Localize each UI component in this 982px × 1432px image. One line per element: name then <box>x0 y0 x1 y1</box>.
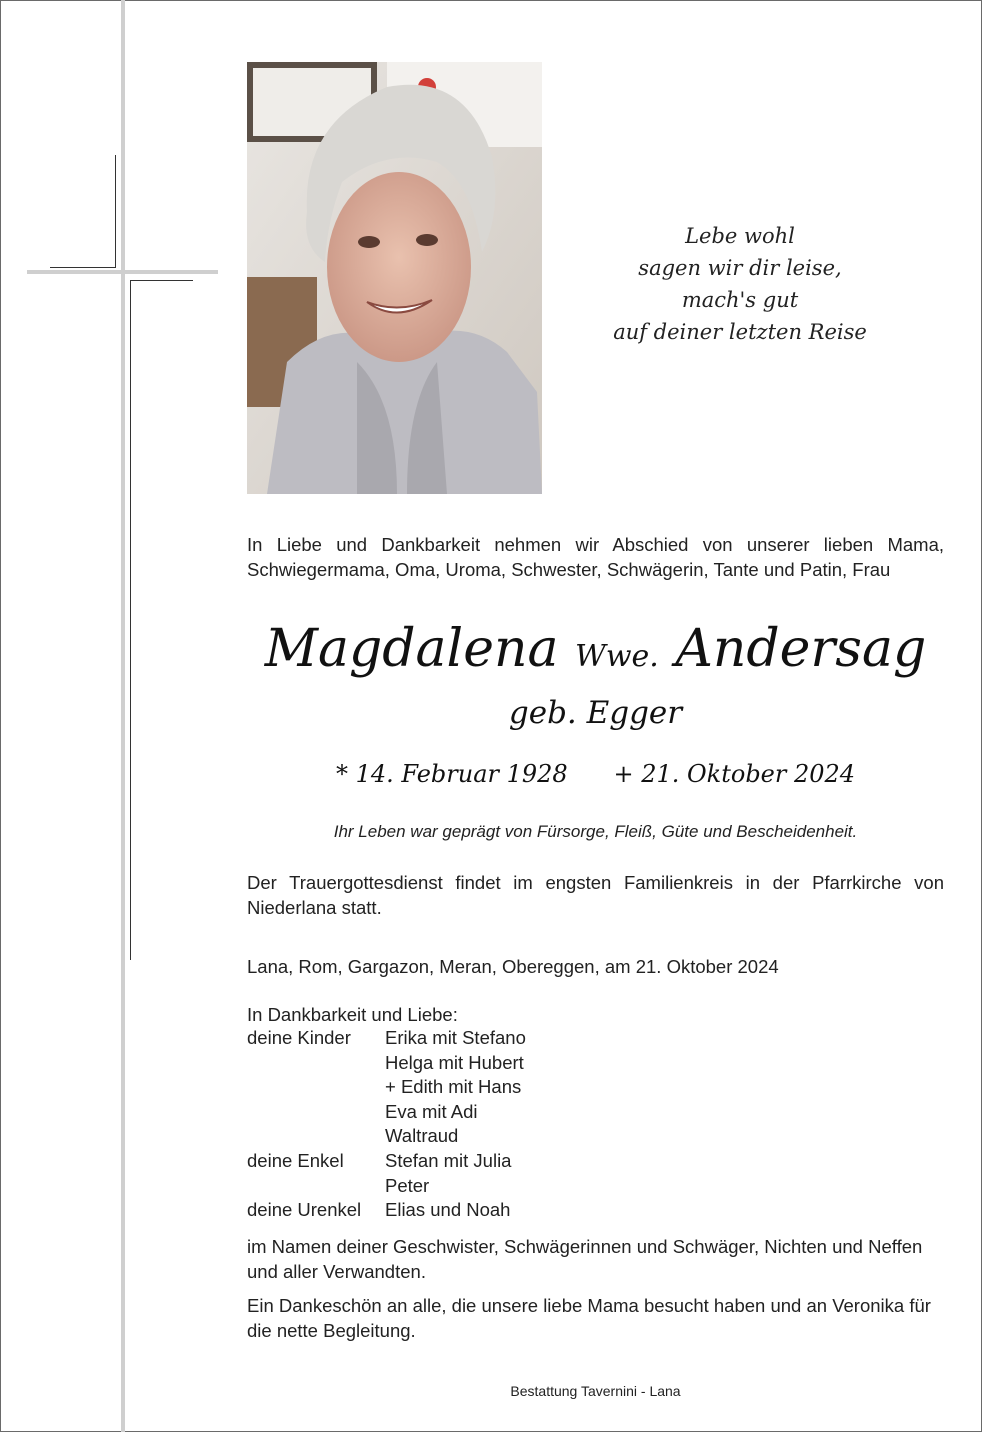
mourner-name: Waltraud <box>385 1125 459 1147</box>
mourner-name: Elias und Noah <box>385 1199 511 1221</box>
mourner-name: Eva mit Adi <box>385 1100 478 1122</box>
death-date: + 21. Oktober 2024 <box>613 760 856 788</box>
poem <box>600 220 880 348</box>
mourner-group: deine Enkel <box>247 1149 344 1171</box>
funeral-home: Bestattung Tavernini - Lana <box>510 1383 681 1399</box>
life-motto: Ihr Leben war geprägt von Fürsorge, Fleiß, Güte und Bescheidenheit. <box>333 822 858 841</box>
maiden-name: geb. Egger <box>508 695 683 731</box>
mourner-name: + Edith mit Hans <box>385 1076 522 1098</box>
widow-title: Wwe. <box>574 639 659 674</box>
first-name: Magdalena <box>264 619 559 679</box>
list-item <box>247 1075 747 1100</box>
list-item <box>247 1174 747 1199</box>
list-item <box>247 1051 747 1076</box>
deceased-name <box>247 614 944 692</box>
place-and-date: Lana, Rom, Gargazon, Meran, Obereggen, am 21. Oktober 2024 <box>247 956 779 977</box>
mourner-name: Stefan mit Julia <box>385 1149 512 1171</box>
poem-line: sagen wir dir leise, <box>638 256 842 280</box>
last-name: Andersag <box>675 619 927 679</box>
intro-text: In Liebe und Dankbarkeit nehmen wir Abschied von unserer lieben Mama, Schwiegermama, Oma, Uroma, Schwester, Schwägerin, Tante und Patin, Frau <box>247 534 944 580</box>
relatives-text: im Namen deiner Geschwister, Schwägerinnen und Schwäger, Nichten und Neffen und aller Verwandten. <box>247 1236 923 1282</box>
life-dates <box>247 760 944 788</box>
mourner-name: Peter <box>385 1174 430 1196</box>
mourner-group: deine Kinder <box>247 1027 351 1048</box>
list-item <box>247 1100 747 1125</box>
birth-date: * 14. Februar 1928 <box>335 760 568 788</box>
thanks-text: Ein Dankeschön an alle, die unsere liebe Mama besucht haben und an Veronika für die nette Begleitung. <box>247 1295 931 1341</box>
list-item <box>247 1198 747 1223</box>
poem-line: mach's gut <box>681 288 799 312</box>
portrait-photo <box>247 62 542 494</box>
mourner-group: deine Urenkel <box>247 1199 362 1221</box>
list-item <box>247 1149 747 1174</box>
list-item <box>247 1026 747 1051</box>
mourner-name: Helga mit Hubert <box>385 1051 524 1073</box>
funeral-info: Der Trauergottesdienst findet im engsten Familienkreis in der Pfarrkirche von Niederlana statt. <box>247 872 944 918</box>
poem-line: Lebe wohl <box>685 224 795 248</box>
mourner-name: Erika mit Stefano <box>385 1027 526 1048</box>
list-item <box>247 1124 747 1149</box>
mourners-intro: In Dankbarkeit und Liebe: <box>247 1004 458 1025</box>
poem-line: auf deiner letzten Reise <box>613 320 867 344</box>
mourners-list <box>247 1026 747 1223</box>
